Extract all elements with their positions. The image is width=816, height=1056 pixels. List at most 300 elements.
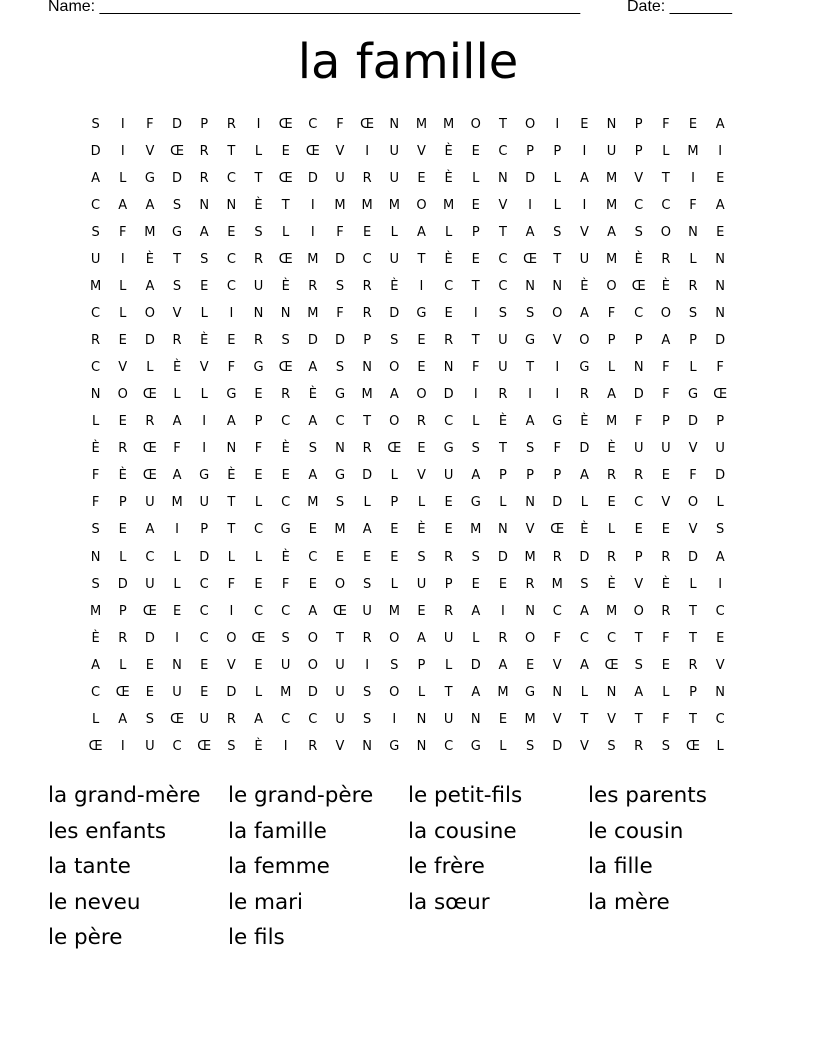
grid-cell: D <box>172 171 183 187</box>
grid-cell: Œ <box>278 117 293 132</box>
grid-cell: V <box>607 711 616 727</box>
grid-cell: R <box>308 738 318 754</box>
grid-cell: F <box>281 576 290 592</box>
grid-cell: O <box>552 306 563 322</box>
grid-cell: L <box>119 279 127 295</box>
grid-cell: R <box>661 603 671 619</box>
grid-cell: N <box>552 279 563 295</box>
grid-row <box>82 385 734 412</box>
grid-cell: C <box>199 603 209 619</box>
grid-cell: C <box>145 549 155 565</box>
grid-cell: E <box>417 441 426 457</box>
grid-cell: N <box>443 360 454 376</box>
grid-cell: I <box>229 603 234 619</box>
grid-cell: C <box>444 414 454 430</box>
grid-cell: A <box>579 657 589 673</box>
grid-cell: E <box>254 576 263 592</box>
grid-cell: G <box>144 171 155 187</box>
grid-cell: D <box>144 630 155 646</box>
grid-cell: E <box>661 657 670 673</box>
grid-cell: U <box>389 252 400 268</box>
grid-cell: L <box>472 630 480 646</box>
grid-cell: I <box>202 441 207 457</box>
grid-cell: V <box>172 306 182 322</box>
grid-cell: R <box>634 468 644 484</box>
word-bank-item: le grand-père <box>228 783 374 808</box>
grid-cell: M <box>524 711 536 727</box>
grid-cell: P <box>526 144 534 160</box>
grid-cell: È <box>580 522 589 538</box>
grid-cell: C <box>281 711 291 727</box>
grid-cell: C <box>91 198 101 214</box>
grid-cell: E <box>444 306 453 322</box>
grid-cell: U <box>443 711 454 727</box>
grid-cell: Œ <box>142 387 157 403</box>
grid-cell: D <box>389 306 400 322</box>
grid-cell: Œ <box>360 117 375 132</box>
grid-cell: M <box>334 198 346 214</box>
grid-cell: U <box>145 738 155 754</box>
grid-row <box>82 142 734 169</box>
grid-cell: N <box>199 198 210 214</box>
grid-cell: L <box>227 549 235 565</box>
grid-cell: T <box>281 198 290 214</box>
grid-cell: Œ <box>523 252 538 268</box>
grid-cell: C <box>308 549 318 565</box>
grid-cell: E <box>227 333 236 349</box>
grid-cell: I <box>283 738 288 754</box>
grid-cell: L <box>254 144 263 160</box>
grid-cell: T <box>580 711 589 727</box>
grid-cell: C <box>226 279 236 295</box>
grid-row <box>82 277 734 304</box>
grid-cell: G <box>525 333 536 349</box>
grid-cell: V <box>118 360 128 376</box>
grid-cell: C <box>444 738 454 754</box>
grid-cell: M <box>144 225 156 241</box>
grid-cell: S <box>525 441 535 457</box>
grid-cell: A <box>498 657 508 673</box>
grid-cell: M <box>524 549 536 565</box>
grid-cell: C <box>715 711 725 727</box>
grid-cell: N <box>715 684 726 700</box>
grid-cell: N <box>90 549 101 565</box>
grid-cell: S <box>308 441 317 457</box>
grid-cell: C <box>335 414 345 430</box>
grid-cell: V <box>199 360 209 376</box>
grid-cell: O <box>524 117 536 132</box>
grid-cell: G <box>280 522 291 538</box>
grid-cell: E <box>688 117 698 132</box>
grid-cell: R <box>362 441 372 457</box>
grid-cell: T <box>689 603 697 619</box>
grid-cell: O <box>334 576 346 592</box>
grid-cell: Œ <box>170 144 184 160</box>
grid-cell: R <box>362 279 372 295</box>
grid-cell: R <box>661 549 671 565</box>
grid-cell: T <box>227 144 236 160</box>
grid-cell: U <box>443 630 454 646</box>
grid-cell: P <box>689 333 697 349</box>
grid-cell: Œ <box>251 630 266 646</box>
grid-cell: È <box>281 549 290 565</box>
grid-cell: L <box>200 387 208 403</box>
grid-cell: O <box>307 630 318 646</box>
grid-cell: C <box>199 630 209 646</box>
grid-cell: Œ <box>115 684 130 700</box>
grid-cell: L <box>390 576 398 592</box>
grid-cell: N <box>715 306 726 322</box>
word-bank-row <box>48 923 768 959</box>
grid-cell: A <box>145 198 155 214</box>
grid-cell: P <box>634 333 643 349</box>
grid-cell: O <box>579 333 590 349</box>
grid-cell: N <box>715 279 726 295</box>
grid-cell: U <box>443 468 454 484</box>
grid-cell: C <box>226 252 236 268</box>
grid-cell: S <box>471 549 480 565</box>
grid-cell: P <box>553 468 562 484</box>
grid-cell: L <box>662 684 670 700</box>
grid-cell: A <box>715 117 725 132</box>
grid-cell: S <box>634 225 643 241</box>
grid-cell: V <box>145 144 155 160</box>
grid-cell: C <box>634 495 644 511</box>
grid-cell: È <box>580 279 589 295</box>
grid-row <box>82 629 734 656</box>
grid-cell: R <box>226 711 236 727</box>
grid-cell: D <box>470 657 481 673</box>
grid-cell: R <box>362 630 372 646</box>
grid-cell: È <box>91 630 100 646</box>
grid-cell: S <box>145 711 155 727</box>
word-bank-row <box>48 781 768 817</box>
grid-cell: L <box>119 657 127 673</box>
grid-cell: A <box>715 549 725 565</box>
grid-cell: N <box>362 360 372 376</box>
grid-cell: A <box>308 603 318 619</box>
grid-cell: I <box>365 144 370 160</box>
grid-cell: S <box>91 576 100 592</box>
grid-cell: R <box>498 387 508 403</box>
grid-cell: M <box>605 252 618 268</box>
grid-cell: E <box>281 468 290 484</box>
grid-cell: P <box>118 603 127 619</box>
grid-cell: F <box>227 576 236 592</box>
grid-cell: Œ <box>278 171 293 187</box>
grid-cell: A <box>226 414 236 430</box>
grid-cell: F <box>662 360 670 376</box>
grid-cell: I <box>392 711 397 727</box>
grid-cell: G <box>334 387 346 403</box>
grid-cell: N <box>470 711 481 727</box>
grid-cell: I <box>120 738 125 754</box>
grid-cell: E <box>471 576 480 592</box>
grid-cell: E <box>254 657 263 673</box>
grid-cell: C <box>308 117 318 132</box>
grid-cell: A <box>579 306 589 322</box>
grid-cell: S <box>471 441 480 457</box>
grid-row <box>82 737 734 764</box>
grid-cell: N <box>362 738 372 754</box>
grid-cell: S <box>525 306 535 322</box>
grid-cell: T <box>254 171 263 187</box>
grid-cell: M <box>89 603 102 619</box>
grid-cell: Œ <box>278 360 293 376</box>
grid-cell: È <box>634 252 643 268</box>
grid-cell: F <box>91 495 100 511</box>
grid-cell: G <box>389 738 400 754</box>
grid-cell: F <box>254 441 263 457</box>
grid-cell: È <box>444 171 453 187</box>
grid-cell: A <box>389 387 399 403</box>
grid-cell: U <box>661 441 671 457</box>
grid-cell: D <box>226 684 237 700</box>
grid-cell: V <box>688 522 698 538</box>
grid-cell: V <box>417 468 426 484</box>
grid-cell: R <box>145 414 155 430</box>
grid-cell: R <box>172 333 182 349</box>
grid-cell: E <box>417 360 426 376</box>
grid-cell: G <box>687 387 699 403</box>
grid-cell: D <box>633 387 644 403</box>
grid-row <box>82 196 734 223</box>
grid-cell: S <box>281 333 290 349</box>
grid-cell: G <box>172 225 183 241</box>
grid-cell: I <box>473 387 478 403</box>
grid-cell: F <box>662 630 670 646</box>
grid-cell: T <box>227 522 236 538</box>
grid-cell: L <box>553 171 561 187</box>
grid-cell: P <box>444 576 453 592</box>
grid-cell: F <box>553 630 561 646</box>
grid-cell: E <box>498 576 508 592</box>
grid-cell: F <box>227 360 236 376</box>
grid-cell: C <box>281 495 291 511</box>
grid-cell: A <box>715 198 725 214</box>
grid-cell: I <box>555 117 560 132</box>
grid-cell: P <box>689 684 697 700</box>
grid-cell: È <box>607 576 616 592</box>
grid-cell: N <box>90 387 101 403</box>
grid-cell: G <box>552 414 563 430</box>
word-bank-item: la tante <box>48 854 131 880</box>
grid-cell: U <box>199 711 209 727</box>
grid-cell: V <box>634 576 644 592</box>
grid-cell: O <box>389 360 400 376</box>
grid-cell: U <box>498 333 508 349</box>
header <box>48 0 748 20</box>
grid-cell: Œ <box>142 603 157 619</box>
grid-cell: O <box>307 657 318 673</box>
grid-cell: A <box>661 333 671 349</box>
grid-cell: D <box>334 252 345 268</box>
grid-cell: A <box>308 360 318 376</box>
grid-cell: R <box>362 171 372 187</box>
grid-row <box>82 710 734 737</box>
grid-cell: A <box>471 684 481 700</box>
grid-cell: S <box>200 252 209 268</box>
grid-cell: O <box>416 387 427 403</box>
grid-cell: È <box>444 144 453 160</box>
grid-cell: N <box>416 711 427 727</box>
grid-cell: E <box>525 657 535 673</box>
grid-cell: C <box>607 630 617 646</box>
grid-cell: D <box>715 333 726 349</box>
grid-cell: U <box>579 252 590 268</box>
grid-cell: È <box>145 252 154 268</box>
grid-cell: P <box>661 414 670 430</box>
grid-cell: Œ <box>278 252 293 268</box>
grid-cell: I <box>120 144 125 160</box>
grid-cell: P <box>499 468 507 484</box>
grid-cell: L <box>254 549 263 565</box>
grid-cell: V <box>417 144 426 160</box>
grid-cell: F <box>662 117 670 132</box>
grid-cell: I <box>175 630 179 646</box>
grid-cell: C <box>362 252 372 268</box>
grid-cell: D <box>334 333 345 349</box>
grid-cell: È <box>118 468 127 484</box>
grid-row <box>82 331 734 358</box>
grid-cell: C <box>253 603 264 619</box>
grid-cell: D <box>688 414 699 430</box>
grid-cell: S <box>607 738 616 754</box>
grid-cell: C <box>91 360 101 376</box>
grid-cell: G <box>334 468 346 484</box>
word-bank-item: les parents <box>588 783 707 808</box>
grid-cell: R <box>607 549 617 565</box>
grid-cell: U <box>389 171 400 187</box>
grid-cell: S <box>417 549 426 565</box>
grid-cell: I <box>582 144 587 160</box>
grid-cell: U <box>633 441 644 457</box>
grid-cell: R <box>362 306 372 322</box>
grid-cell: V <box>498 198 508 214</box>
grid-cell: Œ <box>713 387 728 403</box>
grid-cell: C <box>715 603 725 619</box>
grid-cell: C <box>444 279 454 295</box>
grid-cell: G <box>579 360 590 376</box>
grid-cell: E <box>363 225 372 241</box>
grid-row <box>82 493 734 520</box>
grid-cell: M <box>605 171 618 187</box>
grid-cell: R <box>688 657 698 673</box>
grid-cell: S <box>172 279 182 295</box>
grid-cell: O <box>416 198 427 214</box>
grid-cell: R <box>199 144 209 160</box>
word-bank-item: le petit-fils <box>408 783 523 808</box>
grid-cell: Œ <box>604 657 619 673</box>
grid-cell: M <box>307 306 319 322</box>
word-bank-item: la fille <box>588 854 653 880</box>
grid-cell: C <box>498 144 508 160</box>
grid-cell: R <box>525 576 535 592</box>
grid-cell: P <box>390 495 399 511</box>
grid-cell: I <box>256 117 261 132</box>
grid-cell: C <box>634 306 644 322</box>
grid-row <box>82 656 734 683</box>
grid-cell: M <box>388 603 400 619</box>
grid-cell: R <box>552 549 562 565</box>
grid-cell: L <box>472 414 480 430</box>
grid-cell: È <box>308 387 317 403</box>
grid-cell: N <box>688 225 698 241</box>
grid-cell: I <box>419 279 424 295</box>
grid-cell: A <box>417 225 426 241</box>
grid-cell: O <box>470 117 481 132</box>
grid-cell: C <box>552 603 562 619</box>
grid-cell: L <box>444 225 453 241</box>
grid-cell: R <box>226 117 236 132</box>
grid-row <box>82 575 734 602</box>
word-bank-item: la cousine <box>408 818 517 844</box>
grid-cell: E <box>227 225 236 241</box>
grid-cell: I <box>555 360 560 376</box>
grid-row <box>82 439 734 466</box>
grid-cell: P <box>417 657 426 673</box>
grid-cell: P <box>526 468 534 484</box>
grid-row <box>82 683 734 710</box>
grid-cell: E <box>172 603 182 619</box>
word-bank-row <box>48 852 768 888</box>
grid-cell: R <box>281 387 291 403</box>
grid-cell: T <box>227 495 236 511</box>
grid-cell: A <box>199 225 209 241</box>
grid-cell: E <box>417 333 426 349</box>
grid-cell: S <box>227 738 236 754</box>
grid-cell: M <box>605 603 618 619</box>
grid-cell: T <box>661 171 670 187</box>
grid-cell: R <box>634 738 644 754</box>
grid-cell: E <box>308 522 317 538</box>
grid-cell: N <box>253 306 264 322</box>
grid-cell: O <box>687 495 699 511</box>
grid-cell: E <box>254 387 263 403</box>
grid-cell: O <box>117 387 128 403</box>
word-bank-item: le père <box>48 925 123 951</box>
grid-cell: D <box>579 441 590 457</box>
grid-cell: S <box>634 657 643 673</box>
grid-cell: I <box>528 198 532 214</box>
grid-cell: E <box>390 522 399 538</box>
grid-cell: D <box>307 171 318 187</box>
grid-cell: È <box>91 441 100 457</box>
grid-cell: R <box>118 630 128 646</box>
grid-cell: D <box>90 144 101 160</box>
grid-cell: I <box>718 144 723 160</box>
grid-cell: S <box>390 657 399 673</box>
grid-cell: A <box>525 414 535 430</box>
grid-cell: S <box>390 333 399 349</box>
grid-cell: P <box>553 144 562 160</box>
grid-cell: U <box>335 171 345 187</box>
grid-cell: A <box>471 468 481 484</box>
grid-cell: È <box>254 738 263 754</box>
grid-cell: E <box>200 657 209 673</box>
word-bank-row <box>48 888 768 924</box>
grid-cell: E <box>417 171 426 187</box>
grid-cell: E <box>390 549 399 565</box>
grid-row <box>82 412 734 439</box>
grid-cell: V <box>579 225 589 241</box>
grid-cell: A <box>172 414 182 430</box>
grid-cell: A <box>145 522 155 538</box>
grid-cell: O <box>389 684 400 700</box>
grid-cell: D <box>688 549 699 565</box>
grid-cell: E <box>335 549 345 565</box>
grid-cell: C <box>91 306 101 322</box>
